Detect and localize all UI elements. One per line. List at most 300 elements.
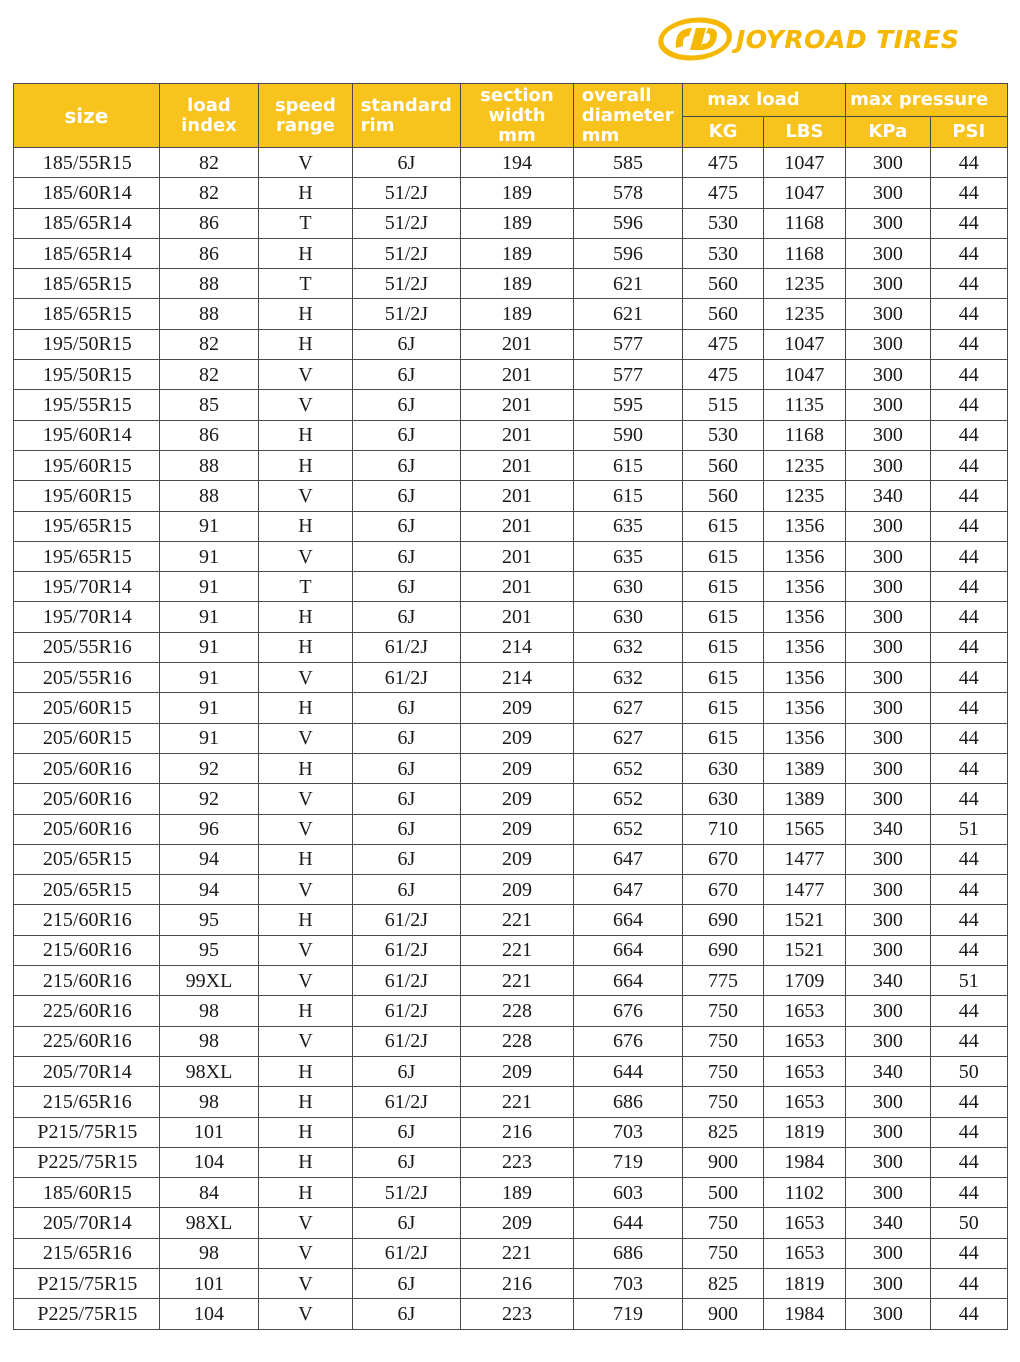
cell-standard-rim: 61/2J [352,1238,461,1268]
cell-max-load-lbs: 1819 [763,1268,845,1298]
cell-size: 185/65R14 [14,208,160,238]
cell-speed-range: H [259,450,352,480]
cell-max-pressure-kpa: 300 [846,723,930,753]
cell-max-pressure-kpa: 300 [846,572,930,602]
cell-max-pressure-psi: 44 [930,935,1007,965]
cell-load-index: 98 [159,996,258,1026]
header-lbs: LBS [763,117,845,148]
cell-max-load-lbs: 1565 [763,814,845,844]
cell-speed-range: H [259,1087,352,1117]
cell-section-width: 223 [461,1147,574,1177]
cell-max-pressure-kpa: 340 [846,481,930,511]
cell-section-width: 201 [461,360,574,390]
cell-standard-rim: 6J [352,148,461,178]
cell-section-width: 216 [461,1117,574,1147]
header-speed-range [259,84,352,148]
table-row [14,1238,1008,1268]
cell-speed-range: H [259,1178,352,1208]
cell-speed-range: H [259,1147,352,1177]
cell-max-load-lbs: 1819 [763,1117,845,1147]
cell-max-pressure-psi: 44 [930,1147,1007,1177]
cell-max-load-lbs: 1047 [763,178,845,208]
cell-speed-range: H [259,905,352,935]
cell-load-index: 91 [159,632,258,662]
cell-max-pressure-psi: 44 [930,360,1007,390]
cell-standard-rim: 6J [352,784,461,814]
cell-max-pressure-psi: 44 [930,844,1007,874]
cell-section-width: 201 [461,572,574,602]
cell-size: 195/60R15 [14,450,160,480]
cell-speed-range: V [259,481,352,511]
cell-overall-diameter: 719 [573,1299,683,1329]
cell-max-load-lbs: 1235 [763,299,845,329]
cell-max-load-lbs: 1356 [763,541,845,571]
cell-overall-diameter: 595 [573,390,683,420]
cell-max-load-lbs: 1389 [763,753,845,783]
cell-max-pressure-kpa: 300 [846,299,930,329]
cell-speed-range: V [259,148,352,178]
cell-max-pressure-kpa: 300 [846,1026,930,1056]
cell-section-width: 194 [461,148,574,178]
cell-max-load-lbs: 1356 [763,511,845,541]
header-section-width-line1: section [480,84,554,106]
cell-max-load-kg: 825 [683,1268,763,1298]
cell-speed-range: T [259,269,352,299]
table-row [14,1117,1008,1147]
cell-max-load-kg: 615 [683,602,763,632]
cell-max-pressure-kpa: 300 [846,784,930,814]
joyroad-logo-icon [656,16,734,62]
cell-standard-rim: 51/2J [352,208,461,238]
cell-section-width: 201 [461,541,574,571]
cell-speed-range: H [259,632,352,662]
cell-max-load-lbs: 1653 [763,1238,845,1268]
cell-max-load-lbs: 1168 [763,238,845,268]
cell-max-pressure-psi: 44 [930,905,1007,935]
cell-standard-rim: 61/2J [352,905,461,935]
brand-name: JOYROAD TIRES [736,24,960,54]
cell-overall-diameter: 603 [573,1178,683,1208]
cell-max-pressure-psi: 44 [930,511,1007,541]
cell-max-load-lbs: 1389 [763,784,845,814]
cell-max-load-kg: 615 [683,663,763,693]
cell-max-load-lbs: 1235 [763,450,845,480]
cell-load-index: 92 [159,753,258,783]
cell-load-index: 96 [159,814,258,844]
cell-max-pressure-psi: 44 [930,1178,1007,1208]
cell-size: 215/60R16 [14,935,160,965]
cell-overall-diameter: 703 [573,1117,683,1147]
cell-section-width: 201 [461,329,574,359]
table-row [14,450,1008,480]
cell-load-index: 99XL [159,966,258,996]
cell-max-pressure-kpa: 340 [846,1208,930,1238]
cell-max-load-lbs: 1356 [763,663,845,693]
cell-size: 205/60R15 [14,723,160,753]
cell-standard-rim: 61/2J [352,935,461,965]
cell-size: 205/65R15 [14,875,160,905]
cell-section-width: 228 [461,1026,574,1056]
cell-standard-rim: 6J [352,420,461,450]
cell-overall-diameter: 578 [573,178,683,208]
cell-size: 225/60R16 [14,1026,160,1056]
cell-standard-rim: 61/2J [352,663,461,693]
cell-max-pressure-kpa: 300 [846,238,930,268]
cell-max-pressure-kpa: 300 [846,753,930,783]
cell-max-load-kg: 900 [683,1299,763,1329]
cell-max-pressure-psi: 44 [930,1238,1007,1268]
header-section-width-line3: mm [498,124,536,146]
cell-load-index: 92 [159,784,258,814]
cell-size: 205/55R16 [14,663,160,693]
cell-speed-range: H [259,1117,352,1147]
cell-max-pressure-psi: 44 [930,390,1007,420]
cell-section-width: 223 [461,1299,574,1329]
cell-overall-diameter: 652 [573,784,683,814]
cell-max-pressure-kpa: 300 [846,390,930,420]
cell-speed-range: H [259,996,352,1026]
table-row [14,693,1008,723]
cell-max-load-lbs: 1709 [763,966,845,996]
cell-max-pressure-kpa: 300 [846,935,930,965]
cell-size: 205/60R16 [14,784,160,814]
cell-max-load-kg: 775 [683,966,763,996]
cell-standard-rim: 6J [352,541,461,571]
cell-speed-range: H [259,238,352,268]
cell-max-pressure-kpa: 300 [846,148,930,178]
cell-max-load-kg: 500 [683,1178,763,1208]
cell-section-width: 209 [461,753,574,783]
table-body [14,148,1008,1330]
cell-max-pressure-psi: 44 [930,1117,1007,1147]
cell-standard-rim: 61/2J [352,1026,461,1056]
header-standard-rim-line1: standard [360,94,452,116]
cell-overall-diameter: 686 [573,1238,683,1268]
cell-max-load-kg: 475 [683,360,763,390]
table-row [14,1299,1008,1329]
cell-standard-rim: 51/2J [352,299,461,329]
cell-max-load-lbs: 1047 [763,329,845,359]
cell-max-load-kg: 690 [683,905,763,935]
cell-max-load-kg: 670 [683,875,763,905]
cell-max-load-kg: 560 [683,299,763,329]
cell-overall-diameter: 615 [573,450,683,480]
cell-size: 195/60R14 [14,420,160,450]
cell-standard-rim: 6J [352,1208,461,1238]
cell-max-pressure-psi: 51 [930,966,1007,996]
cell-max-pressure-psi: 44 [930,632,1007,662]
header-speed-range-line2: range [275,114,335,136]
cell-max-pressure-kpa: 340 [846,966,930,996]
cell-section-width: 201 [461,511,574,541]
cell-max-load-lbs: 1521 [763,935,845,965]
cell-load-index: 98 [159,1238,258,1268]
cell-max-pressure-kpa: 300 [846,996,930,1026]
cell-size: 225/60R16 [14,996,160,1026]
cell-size: 205/70R14 [14,1056,160,1086]
cell-section-width: 189 [461,269,574,299]
cell-max-pressure-kpa: 300 [846,844,930,874]
cell-section-width: 189 [461,178,574,208]
cell-load-index: 98 [159,1087,258,1117]
cell-section-width: 201 [461,420,574,450]
cell-size: 185/65R15 [14,269,160,299]
cell-load-index: 82 [159,329,258,359]
cell-overall-diameter: 635 [573,541,683,571]
cell-overall-diameter: 585 [573,148,683,178]
cell-load-index: 86 [159,238,258,268]
cell-max-pressure-kpa: 300 [846,602,930,632]
cell-size: 195/65R15 [14,541,160,571]
cell-max-load-lbs: 1047 [763,360,845,390]
cell-max-pressure-psi: 44 [930,693,1007,723]
cell-standard-rim: 6J [352,390,461,420]
cell-max-load-kg: 560 [683,481,763,511]
cell-speed-range: H [259,1056,352,1086]
cell-size: 215/65R16 [14,1238,160,1268]
cell-overall-diameter: 627 [573,723,683,753]
cell-section-width: 209 [461,875,574,905]
cell-section-width: 189 [461,238,574,268]
cell-size: P215/75R15 [14,1117,160,1147]
cell-size: 195/50R15 [14,329,160,359]
cell-max-pressure-psi: 44 [930,329,1007,359]
cell-size: 195/55R15 [14,390,160,420]
table-row [14,572,1008,602]
cell-speed-range: H [259,753,352,783]
cell-load-index: 94 [159,875,258,905]
cell-max-load-kg: 475 [683,178,763,208]
cell-speed-range: V [259,390,352,420]
cell-section-width: 189 [461,299,574,329]
cell-overall-diameter: 621 [573,299,683,329]
cell-overall-diameter: 632 [573,663,683,693]
cell-max-load-lbs: 1653 [763,1208,845,1238]
cell-overall-diameter: 621 [573,269,683,299]
cell-load-index: 91 [159,602,258,632]
cell-section-width: 216 [461,1268,574,1298]
cell-speed-range: V [259,723,352,753]
cell-size: P215/75R15 [14,1268,160,1298]
cell-load-index: 88 [159,481,258,511]
cell-standard-rim: 6J [352,753,461,783]
cell-load-index: 94 [159,844,258,874]
cell-max-pressure-psi: 44 [930,723,1007,753]
cell-overall-diameter: 596 [573,208,683,238]
cell-speed-range: H [259,299,352,329]
cell-max-load-lbs: 1356 [763,632,845,662]
cell-max-load-kg: 750 [683,1056,763,1086]
cell-load-index: 86 [159,208,258,238]
cell-size: 205/60R16 [14,814,160,844]
cell-size: 205/65R15 [14,844,160,874]
cell-speed-range: V [259,541,352,571]
cell-max-pressure-psi: 44 [930,481,1007,511]
cell-overall-diameter: 676 [573,1026,683,1056]
cell-speed-range: V [259,663,352,693]
table-row [14,1268,1008,1298]
header-standard-rim [352,84,461,148]
cell-overall-diameter: 630 [573,602,683,632]
cell-overall-diameter: 664 [573,935,683,965]
cell-max-load-lbs: 1477 [763,875,845,905]
cell-max-pressure-psi: 44 [930,420,1007,450]
cell-load-index: 91 [159,511,258,541]
cell-max-load-kg: 750 [683,1238,763,1268]
cell-load-index: 82 [159,360,258,390]
cell-speed-range: V [259,875,352,905]
cell-load-index: 98XL [159,1056,258,1086]
table-row [14,420,1008,450]
cell-size: P225/75R15 [14,1299,160,1329]
cell-section-width: 221 [461,966,574,996]
table-row [14,1056,1008,1086]
table-row [14,602,1008,632]
cell-max-pressure-psi: 44 [930,753,1007,783]
cell-load-index: 88 [159,450,258,480]
cell-size: 215/60R16 [14,966,160,996]
cell-load-index: 91 [159,572,258,602]
cell-size: 205/70R14 [14,1208,160,1238]
cell-overall-diameter: 647 [573,844,683,874]
cell-standard-rim: 6J [352,723,461,753]
cell-overall-diameter: 632 [573,632,683,662]
cell-max-pressure-kpa: 340 [846,814,930,844]
cell-max-load-kg: 615 [683,693,763,723]
cell-standard-rim: 6J [352,814,461,844]
cell-max-pressure-psi: 50 [930,1056,1007,1086]
cell-section-width: 209 [461,723,574,753]
cell-load-index: 88 [159,269,258,299]
table-row [14,844,1008,874]
table-row [14,390,1008,420]
header-load-index-line2: index [181,114,237,136]
cell-max-pressure-psi: 44 [930,208,1007,238]
cell-max-load-lbs: 1984 [763,1147,845,1177]
cell-section-width: 209 [461,814,574,844]
cell-max-pressure-kpa: 300 [846,905,930,935]
cell-max-pressure-kpa: 340 [846,1056,930,1086]
cell-max-pressure-kpa: 300 [846,511,930,541]
cell-max-load-kg: 690 [683,935,763,965]
cell-overall-diameter: 577 [573,329,683,359]
cell-section-width: 221 [461,935,574,965]
cell-section-width: 209 [461,784,574,814]
cell-speed-range: H [259,178,352,208]
cell-section-width: 189 [461,208,574,238]
cell-load-index: 101 [159,1268,258,1298]
cell-size: 205/60R15 [14,693,160,723]
cell-standard-rim: 51/2J [352,178,461,208]
header-speed-range-line1: speed [274,94,336,116]
cell-max-pressure-kpa: 300 [846,420,930,450]
cell-section-width: 201 [461,450,574,480]
cell-overall-diameter: 615 [573,481,683,511]
cell-section-width: 209 [461,1056,574,1086]
cell-max-load-kg: 750 [683,1026,763,1056]
cell-size: 185/60R14 [14,178,160,208]
table-row [14,360,1008,390]
cell-speed-range: V [259,1026,352,1056]
cell-size: P225/75R15 [14,1147,160,1177]
cell-load-index: 91 [159,723,258,753]
cell-load-index: 88 [159,299,258,329]
cell-standard-rim: 6J [352,360,461,390]
cell-overall-diameter: 596 [573,238,683,268]
cell-standard-rim: 6J [352,572,461,602]
cell-standard-rim: 6J [352,602,461,632]
cell-overall-diameter: 590 [573,420,683,450]
cell-speed-range: H [259,693,352,723]
cell-speed-range: V [259,1208,352,1238]
cell-max-pressure-kpa: 300 [846,178,930,208]
cell-max-load-lbs: 1102 [763,1178,845,1208]
cell-section-width: 221 [461,1238,574,1268]
cell-speed-range: T [259,572,352,602]
header-section-width [461,84,574,148]
table-row [14,996,1008,1026]
cell-standard-rim: 6J [352,511,461,541]
cell-section-width: 201 [461,390,574,420]
cell-overall-diameter: 652 [573,753,683,783]
cell-max-load-kg: 530 [683,208,763,238]
cell-speed-range: H [259,511,352,541]
cell-max-load-kg: 900 [683,1147,763,1177]
cell-max-pressure-psi: 44 [930,148,1007,178]
table-row [14,329,1008,359]
cell-max-pressure-kpa: 300 [846,1299,930,1329]
cell-load-index: 91 [159,693,258,723]
cell-section-width: 214 [461,663,574,693]
cell-speed-range: H [259,420,352,450]
cell-overall-diameter: 664 [573,905,683,935]
cell-speed-range: H [259,844,352,874]
cell-max-load-lbs: 1235 [763,481,845,511]
table-row [14,1147,1008,1177]
cell-load-index: 98XL [159,1208,258,1238]
cell-speed-range: T [259,208,352,238]
cell-size: 195/70R14 [14,602,160,632]
cell-max-load-kg: 825 [683,1117,763,1147]
cell-max-pressure-kpa: 300 [846,269,930,299]
cell-standard-rim: 6J [352,481,461,511]
cell-max-load-kg: 530 [683,238,763,268]
cell-load-index: 85 [159,390,258,420]
cell-size: 195/60R15 [14,481,160,511]
cell-max-pressure-psi: 44 [930,572,1007,602]
cell-size: 185/65R14 [14,238,160,268]
cell-load-index: 86 [159,420,258,450]
table-row [14,481,1008,511]
cell-max-pressure-psi: 51 [930,814,1007,844]
cell-load-index: 104 [159,1299,258,1329]
table-row [14,632,1008,662]
cell-load-index: 101 [159,1117,258,1147]
cell-max-load-kg: 560 [683,269,763,299]
cell-overall-diameter: 644 [573,1056,683,1086]
cell-max-load-lbs: 1168 [763,208,845,238]
cell-max-load-kg: 750 [683,1087,763,1117]
cell-section-width: 209 [461,693,574,723]
cell-max-pressure-psi: 44 [930,269,1007,299]
cell-max-pressure-kpa: 300 [846,693,930,723]
cell-max-load-lbs: 1653 [763,1087,845,1117]
cell-max-pressure-kpa: 300 [846,1087,930,1117]
cell-max-pressure-kpa: 300 [846,875,930,905]
cell-overall-diameter: 719 [573,1147,683,1177]
cell-max-load-kg: 475 [683,329,763,359]
cell-max-pressure-kpa: 300 [846,208,930,238]
